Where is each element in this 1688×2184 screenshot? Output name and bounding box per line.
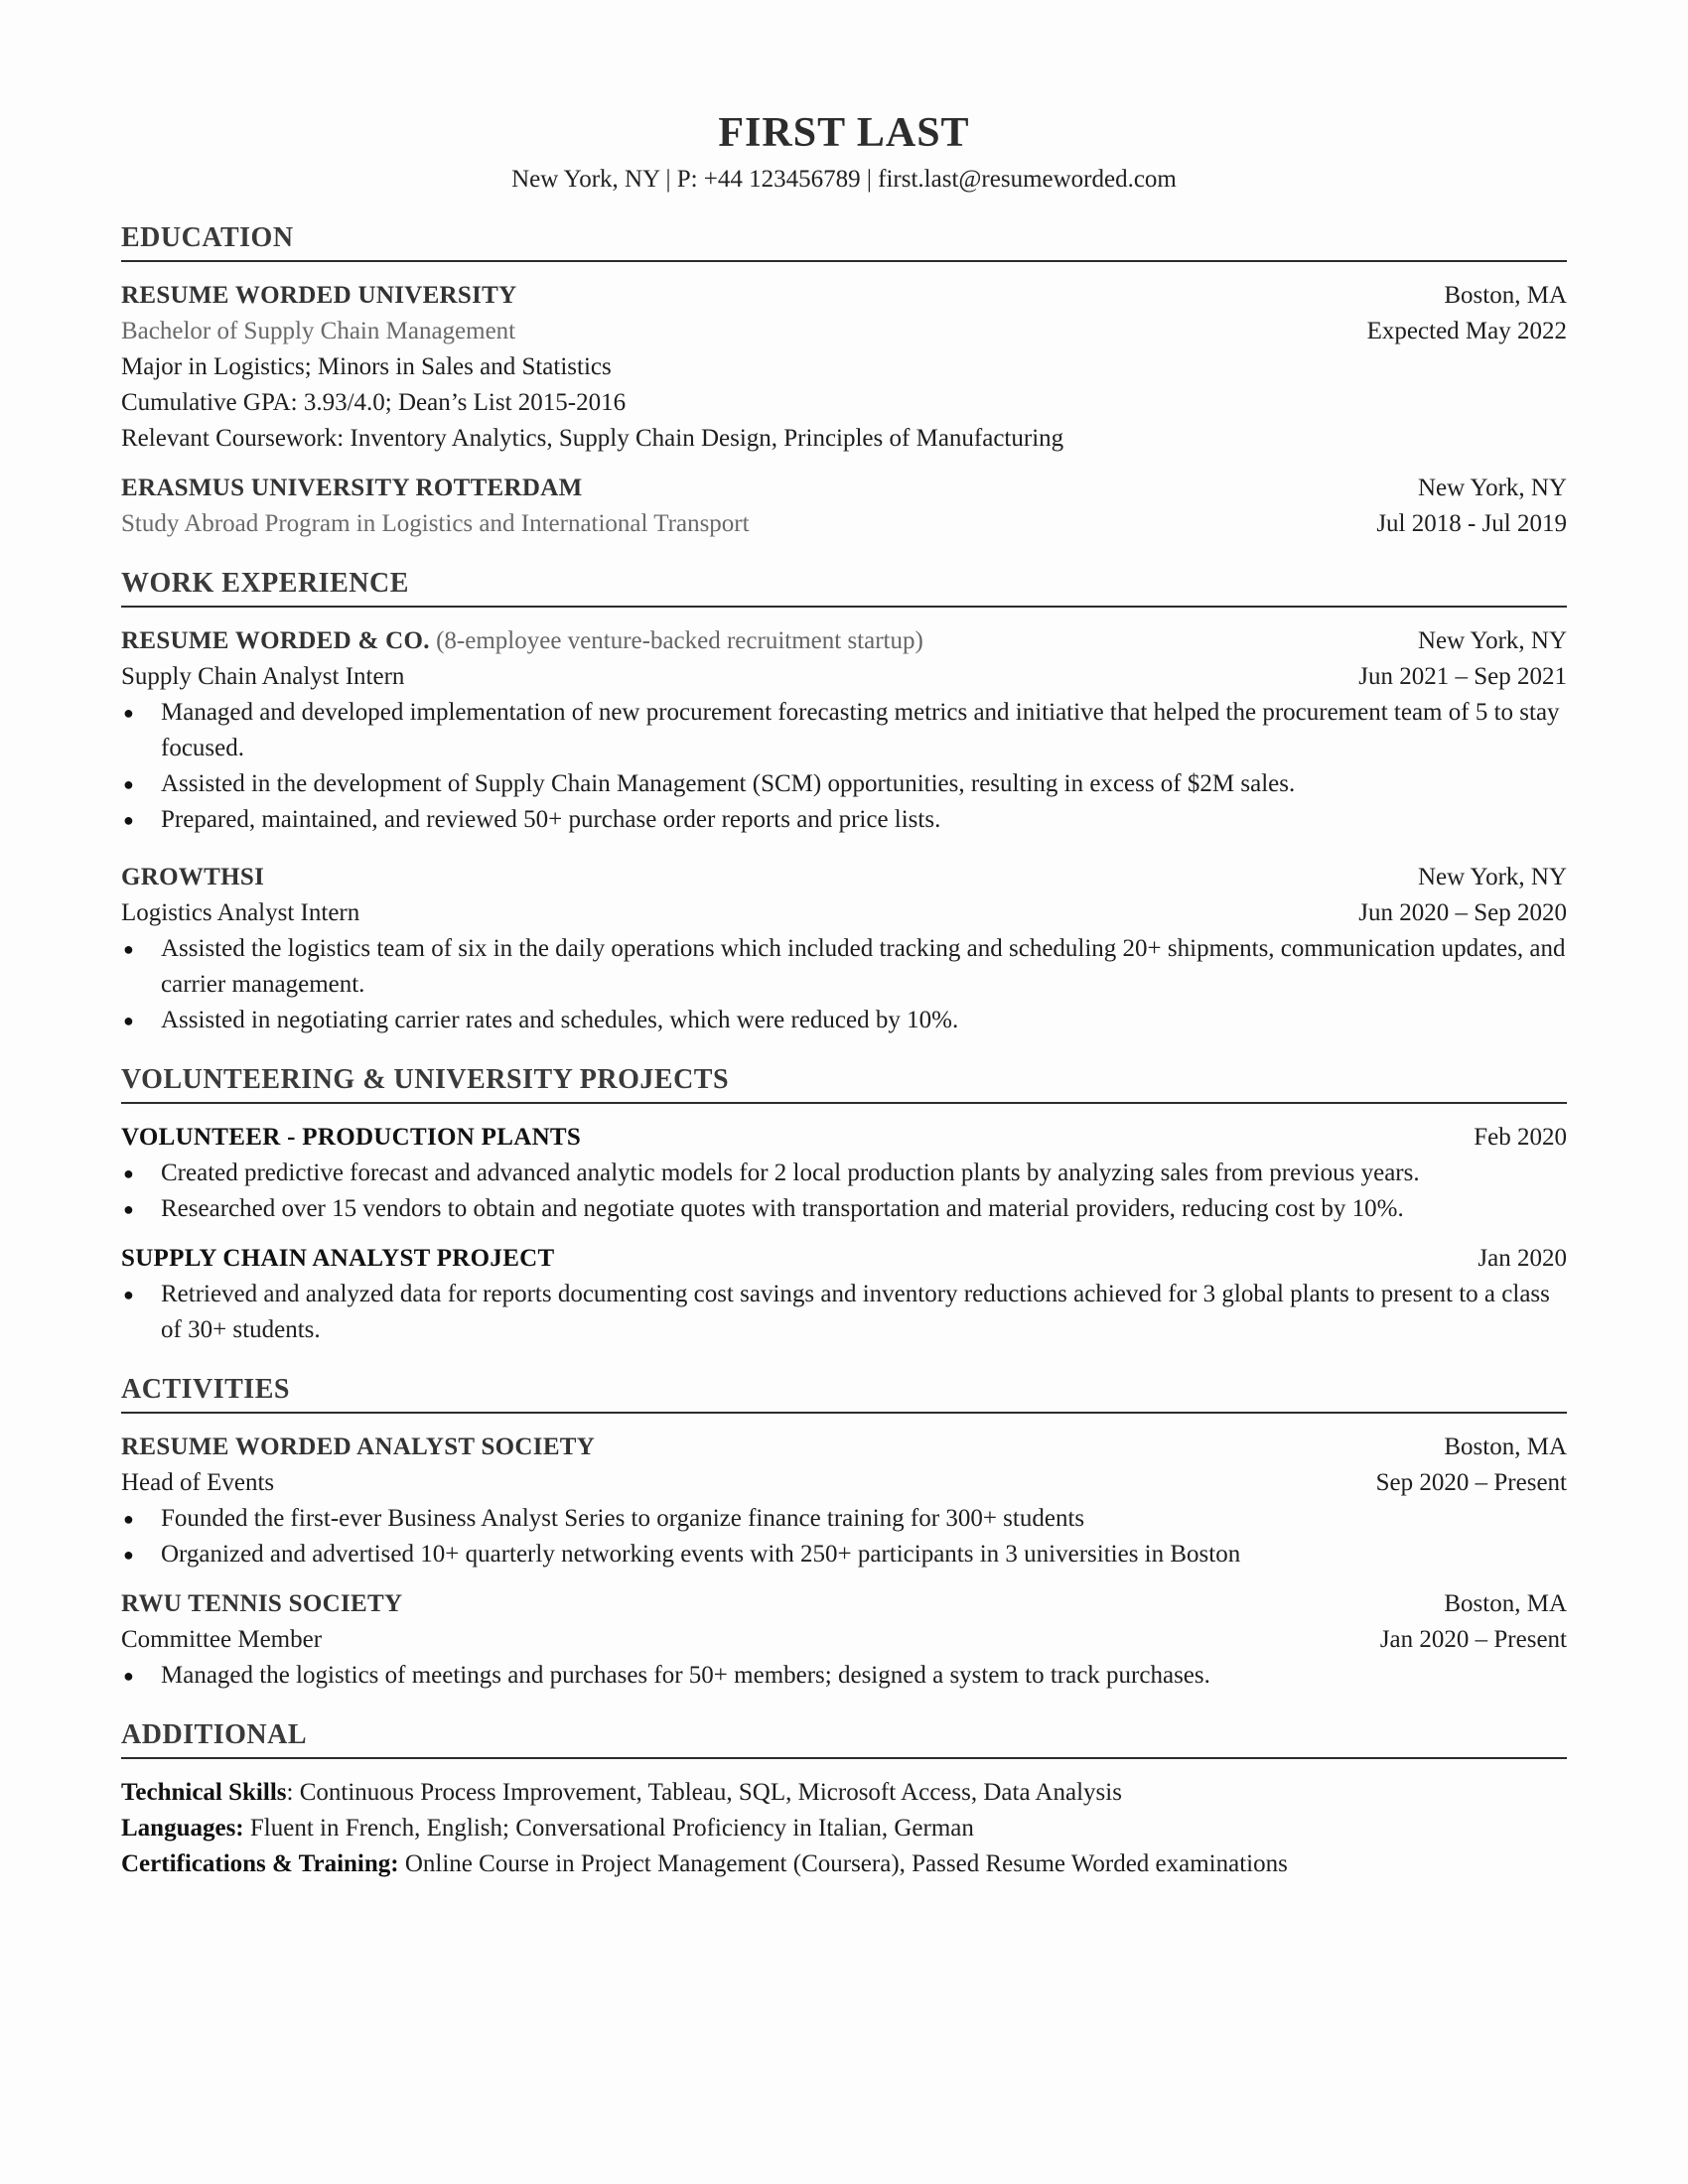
project-entry xyxy=(121,1241,1567,1348)
additional-item-languages xyxy=(121,1811,1567,1846)
education-detail: Cumulative GPA: 3.93/4.0; Dean’s List 2015-2016 xyxy=(121,389,627,416)
bullet-item: ● Assisted in the development of Supply Chain Management (SCM) opportunities, resulting in excess of $2M sales. xyxy=(121,766,1567,802)
education-org: ERASMUS UNIVERSITY ROTTERDAM xyxy=(121,475,583,501)
additional-item-certifications xyxy=(121,1846,1567,1882)
work-date: Jun 2020 – Sep 2020 xyxy=(1358,899,1567,926)
project-entry xyxy=(121,1120,1567,1227)
project-date: Feb 2020 xyxy=(1474,1124,1567,1151)
section-title-work: WORK EXPERIENCE xyxy=(121,566,1567,608)
activity-location: Boston, MA xyxy=(1444,1590,1567,1617)
bullet-item: ● Retrieved and analyzed data for reports documenting cost savings and inventory reductions achieved for 3 global plants to present to a class of 30+ students. xyxy=(121,1277,1567,1348)
education-location: Boston, MA xyxy=(1444,282,1567,309)
bullet-item: ● Managed the logistics of meetings and purchases for 50+ members; designed a system to track purchases. xyxy=(121,1658,1567,1694)
bullet-list xyxy=(121,1658,1567,1694)
activity-location: Boston, MA xyxy=(1444,1433,1567,1460)
additional-separator: : xyxy=(286,1779,300,1806)
education-date: Jul 2018 - Jul 2019 xyxy=(1376,510,1567,537)
work-role: Supply Chain Analyst Intern xyxy=(121,663,405,690)
education-location: New York, NY xyxy=(1417,475,1567,501)
section-title-activities: ACTIVITIES xyxy=(121,1372,1567,1414)
project-title: SUPPLY CHAIN ANALYST PROJECT xyxy=(121,1245,555,1272)
bullet-item: ● Assisted in negotiating carrier rates and schedules, which were reduced by 10%. xyxy=(121,1003,1567,1038)
additional-list xyxy=(121,1775,1567,1882)
bullet-item: ● Created predictive forecast and advanced analytic models for 2 local production plants by analyzing sales from previous years. xyxy=(121,1156,1567,1191)
work-org-note: (8-employee venture-backed recruitment startup) xyxy=(436,627,923,654)
education-entry xyxy=(121,471,1567,542)
additional-label: Certifications & Training: xyxy=(121,1850,399,1877)
education-org: RESUME WORDED UNIVERSITY xyxy=(121,282,517,309)
bullet-item: ● Researched over 15 vendors to obtain and negotiate quotes with transportation and material providers, reducing cost by 10%. xyxy=(121,1191,1567,1227)
additional-value: Online Course in Project Management (Coursera), Passed Resume Worded examinations xyxy=(404,1850,1288,1877)
education-detail: Major in Logistics; Minors in Sales and Statistics xyxy=(121,353,612,380)
section-title-education: EDUCATION xyxy=(121,220,1567,262)
bullet-list xyxy=(121,1156,1567,1227)
education-degree: Bachelor of Supply Chain Management xyxy=(121,318,516,344)
work-entry xyxy=(121,623,1567,838)
activity-entry xyxy=(121,1586,1567,1694)
work-location: New York, NY xyxy=(1417,627,1567,654)
education-date: Expected May 2022 xyxy=(1366,318,1567,344)
work-date: Jun 2021 – Sep 2021 xyxy=(1358,663,1567,690)
bullet-item: ● Founded the first-ever Business Analyst Series to organize finance training for 300+ students xyxy=(121,1501,1567,1537)
education-entry xyxy=(121,278,1567,457)
activity-entry xyxy=(121,1430,1567,1572)
work-role: Logistics Analyst Intern xyxy=(121,899,360,926)
activity-org: RESUME WORDED ANALYST SOCIETY xyxy=(121,1433,596,1460)
activity-role: Committee Member xyxy=(121,1626,323,1653)
additional-value: Fluent in French, English; Conversational Proficiency in Italian, German xyxy=(249,1815,974,1842)
activity-role: Head of Events xyxy=(121,1469,275,1496)
candidate-name: FIRST LAST xyxy=(718,110,970,156)
contact-line: New York, NY | P: +44 123456789 | first.last@resumeworded.com xyxy=(511,166,1177,193)
activity-date: Jan 2020 – Present xyxy=(1379,1626,1567,1653)
education-degree: Study Abroad Program in Logistics and International Transport xyxy=(121,510,750,537)
activity-org: RWU TENNIS SOCIETY xyxy=(121,1590,403,1617)
work-location: New York, NY xyxy=(1417,864,1567,890)
section-title-volunteering: VOLUNTEERING & UNIVERSITY PROJECTS xyxy=(121,1062,1567,1104)
activity-date: Sep 2020 – Present xyxy=(1375,1469,1567,1496)
education-detail: Relevant Coursework: Inventory Analytics, Supply Chain Design, Principles of Manufacturing xyxy=(121,425,1064,452)
bullet-list xyxy=(121,1501,1567,1572)
bullet-item: ● Managed and developed implementation of new procurement forecasting metrics and initiative that helped the procurement team of 5 to stay focused. xyxy=(121,695,1567,766)
project-title: VOLUNTEER - PRODUCTION PLANTS xyxy=(121,1124,582,1151)
additional-item-technical-skills xyxy=(121,1775,1567,1811)
project-date: Jan 2020 xyxy=(1477,1245,1567,1272)
bullet-list xyxy=(121,1277,1567,1348)
additional-label: Languages: xyxy=(121,1815,244,1842)
additional-label: Technical Skills xyxy=(121,1779,287,1806)
bullet-list xyxy=(121,931,1567,1038)
work-entry xyxy=(121,860,1567,1038)
work-org: GROWTHSI xyxy=(121,864,265,890)
bullet-list xyxy=(121,695,1567,838)
work-org: RESUME WORDED & CO. xyxy=(121,627,430,654)
additional-value: Continuous Process Improvement, Tableau, SQL, Microsoft Access, Data Analysis xyxy=(299,1779,1122,1806)
bullet-item: ● Assisted the logistics team of six in the daily operations which included tracking and scheduling 20+ shipments, communication updates, and carrier management. xyxy=(121,931,1567,1003)
bullet-item: ● Organized and advertised 10+ quarterly networking events with 250+ participants in 3 universities in Boston xyxy=(121,1537,1567,1572)
section-title-additional: ADDITIONAL xyxy=(121,1717,1567,1759)
bullet-item: ● Prepared, maintained, and reviewed 50+ purchase order reports and price lists. xyxy=(121,802,1567,838)
